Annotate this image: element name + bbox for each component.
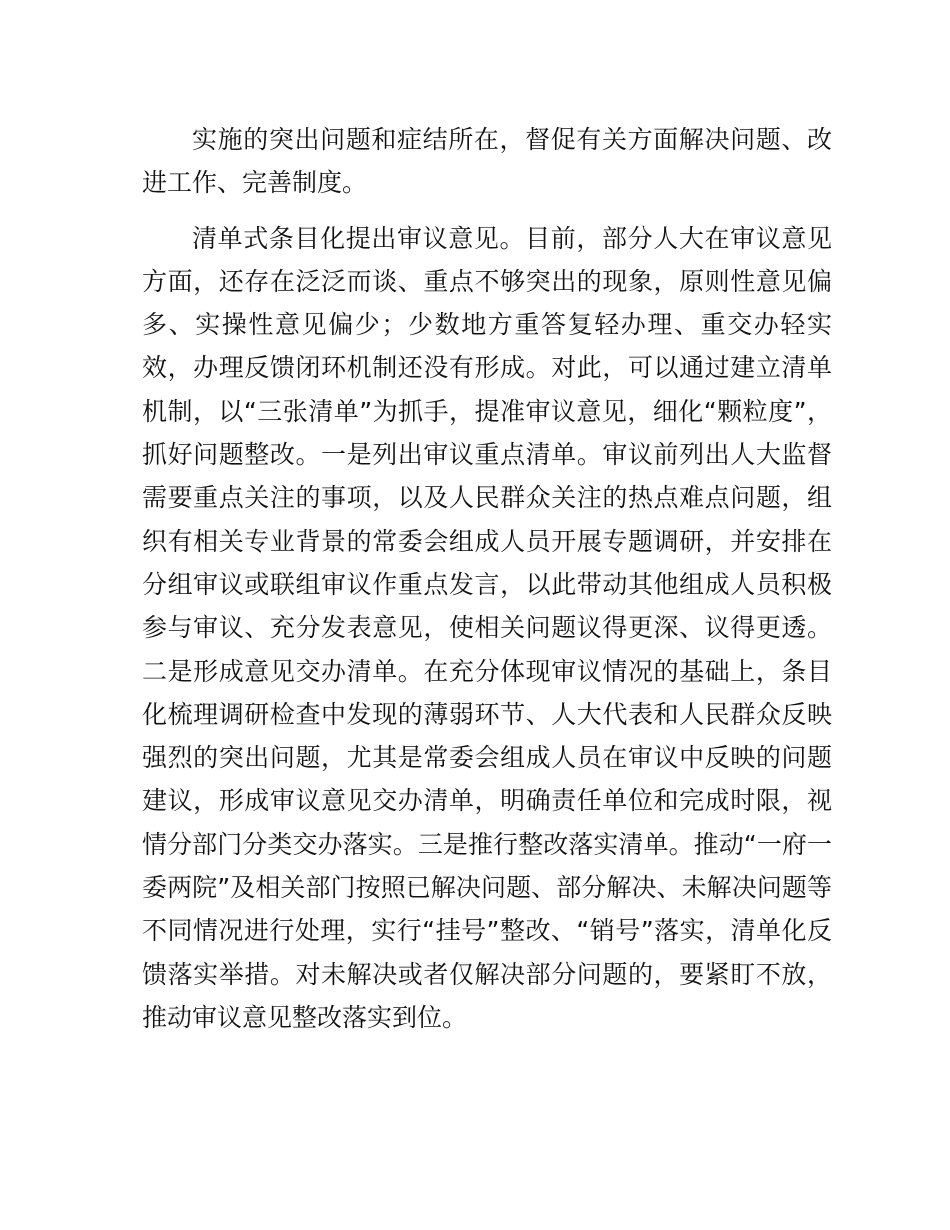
document-body: [142, 118, 832, 1039]
paragraph-2: 清单式条目化提出审议意见。目前，部分人大在审议意见方面，还存在泛泛而谈、重点不够突出的现象，原则性意见偏多、实操性意见偏少；少数地方重答复轻办理、重交办轻实效，办理反馈闭环机制还没有形成。对此，可以通过建立清单机制，以“三张清单”为抓手，提准审议意见，细化“颗粒度”，抓好问题整改。一是列出审议重点清单。审议前列出人大监督需要重点关注的事项，以及人民群众关注的热点难点问题，组织有相关专业背景的常委会组成人员开展专题调研，并安排在分组审议或联组审议作重点发言，以此带动其他组成人员积极参与审议、充分发表意见，使相关问题议得更深、议得更透。二是形成意见交办清单。在充分体现审议情况的基础上，条目化梳理调研检查中发现的薄弱环节、人大代表和人民群众反映强烈的突出问题，尤其是常委会组成人员在审议中反映的问题建议，形成审议意见交办清单，明确责任单位和完成时限，视情分部门分类交办落实。三是推行整改落实清单。推动“一府一委两院”及相关部门按照已解决问题、部分解决、未解决问题等不同情况进行处理，实行“挂号”整改、“销号”落实，清单化反馈落实举措。对未解决或者仅解决部分问题的，要紧盯不放，推动审议意见整改落实到位。: [142, 223, 832, 1032]
paragraph-1: 实施的突出问题和症结所在，督促有关方面解决问题、改进工作、完善制度。: [142, 125, 832, 198]
